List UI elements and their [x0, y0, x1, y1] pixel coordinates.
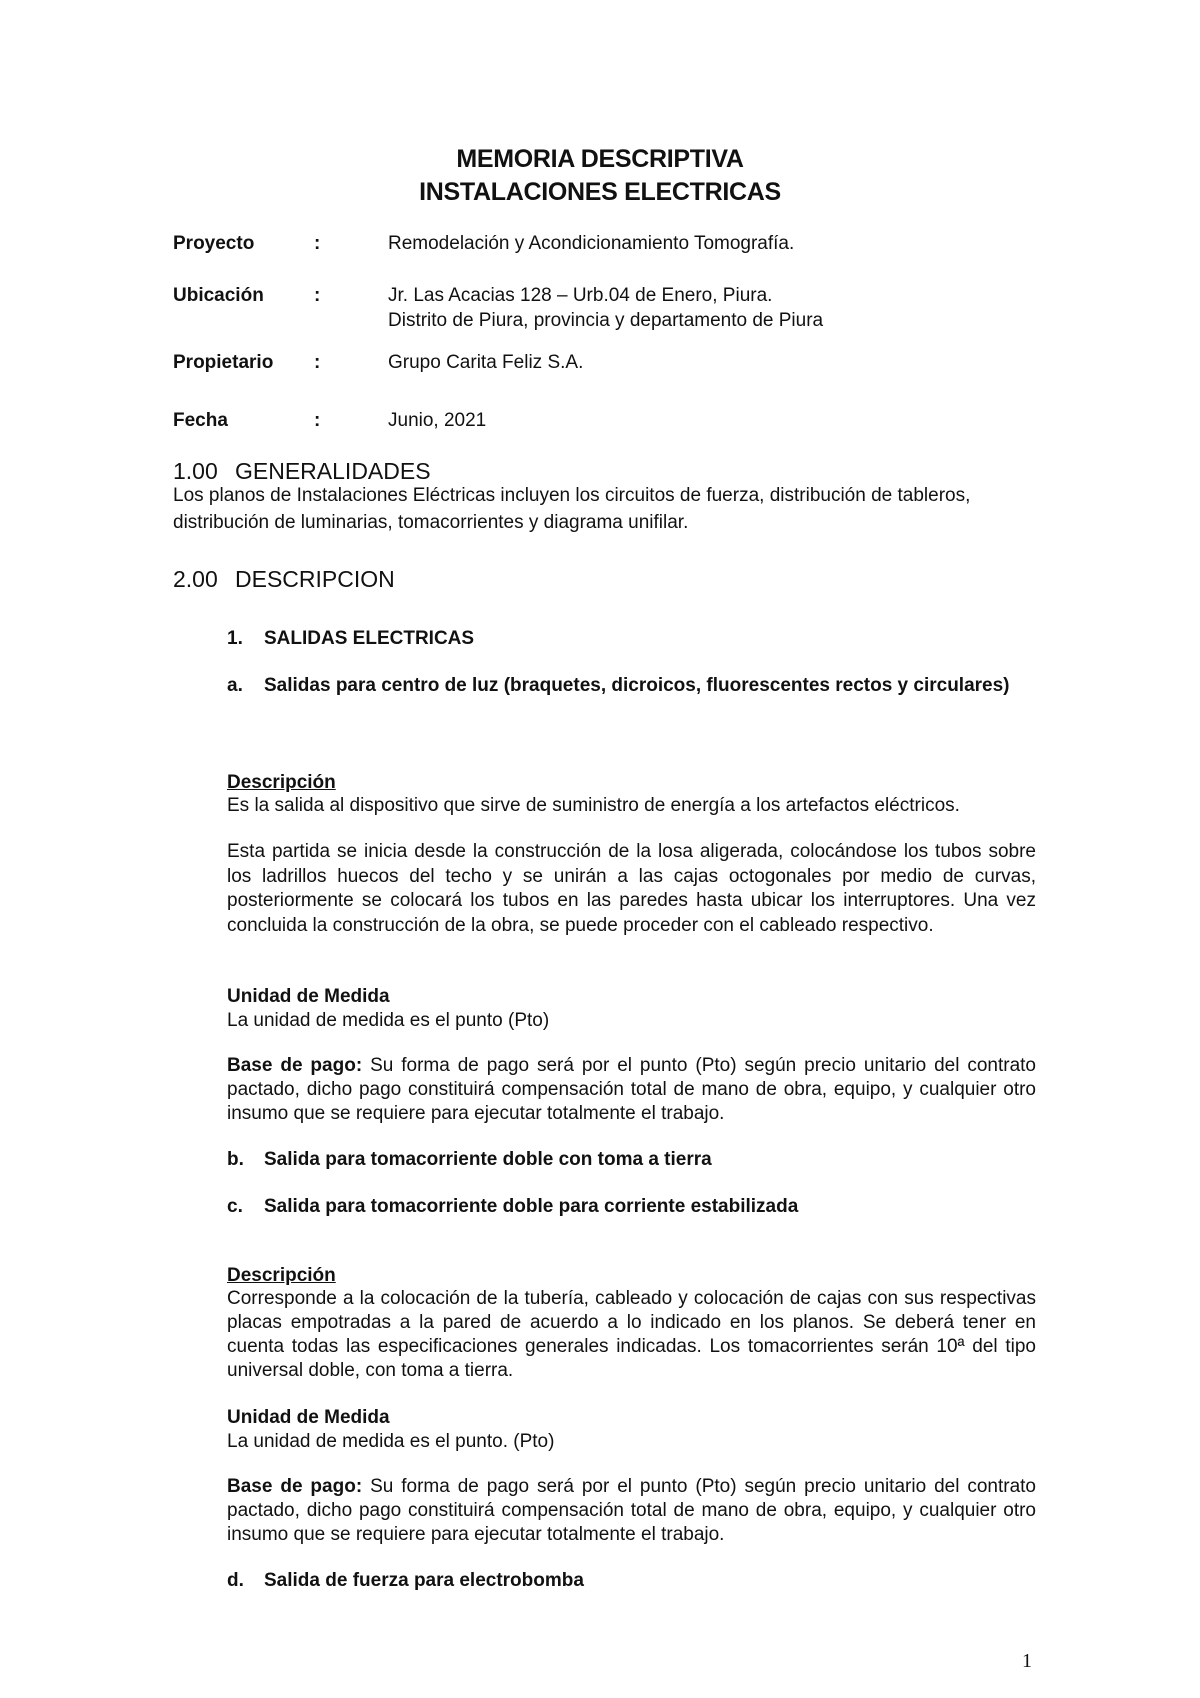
info-value-fecha: Junio, 2021 — [388, 410, 487, 431]
section-number: 1.00 — [173, 458, 218, 484]
base-pago-label: Base de pago: — [227, 1055, 363, 1076]
section-heading-descripcion — [173, 566, 395, 593]
subsection-title: SALIDAS ELECTRICAS — [264, 628, 475, 649]
descripcion-text-c: Corresponde a la colocación de la tubería, cableado y colocación de cajas con sus respectivas placas empotradas a la pared de acuerdo a lo indicado en los planos. Se deberá tener en cuenta todas las especificaciones generales indicadas. Los tomacorrientes serán 10ª del tipo universal doble, con toma a tierra. — [227, 1288, 1036, 1381]
list-marker: d. — [227, 1570, 244, 1591]
descripcion-heading-a: Descripción — [227, 772, 336, 793]
page-number: 1 — [1022, 1650, 1032, 1672]
paragraph-losa: Esta partida se inicia desde la construcción de la losa aligerada, colocándose los tubos sobre los ladrillos huecos del techo y se unirán a las cajas octogonales por medio de curvas, posteriormente se colocará los tubos en las paredes hasta ubicar los interruptores. Una vez concluida la construcción de la obra, se puede proceder con el cableado respectivo. — [227, 841, 1036, 936]
info-colon: : — [314, 285, 321, 306]
item-heading-d — [227, 1570, 584, 1592]
item-heading-c — [227, 1196, 798, 1218]
subsection-heading-salidas — [227, 628, 474, 650]
base-pago-c — [227, 1475, 1036, 1547]
item-heading-a — [227, 673, 1036, 699]
generalidades-line1: Los planos de Instalaciones Eléctricas incluyen los circuitos de fuerza, distribución de tableros, — [173, 485, 971, 506]
base-pago-text: Su forma de pago será por el punto (Pto) según precio unitario del contrato pactado, dicho pago constituirá compensación total de mano de obra, equipo, y cualquier otro insumo que se requiere para ejecutar totalmente el trabajo. — [227, 1476, 1036, 1545]
info-colon: : — [314, 352, 321, 373]
descripcion-text-a: Es la salida al dispositivo que sirve de suministro de energía a los artefactos eléctricos. — [227, 795, 960, 816]
item-title: Salida para tomacorriente doble con toma a tierra — [264, 1149, 712, 1170]
info-colon: : — [314, 410, 321, 431]
base-pago-a — [227, 1054, 1036, 1126]
document-title: MEMORIA DESCRIPTIVA — [456, 145, 744, 173]
section-heading-generalidades — [173, 458, 431, 485]
info-value-ubicacion — [388, 283, 823, 333]
info-value-propietario: Grupo Carita Feliz S.A. — [388, 352, 584, 373]
info-value-proyecto: Remodelación y Acondicionamiento Tomografía. — [388, 233, 795, 254]
info-label-fecha: Fecha — [173, 410, 228, 431]
unidad-text-a: La unidad de medida es el punto (Pto) — [227, 1010, 550, 1031]
info-label-proyecto: Proyecto — [173, 233, 255, 254]
list-marker: a. — [227, 675, 243, 696]
descripcion-heading-c: Descripción — [227, 1265, 336, 1286]
item-title: Salida para tomacorriente doble para corriente estabilizada — [264, 1196, 799, 1217]
unidad-heading-c: Unidad de Medida — [227, 1407, 390, 1428]
info-value-ubicacion-line1: Jr. Las Acacias 128 – Urb.04 de Enero, Piura. — [388, 285, 773, 306]
list-marker: c. — [227, 1196, 243, 1217]
item-heading-b — [227, 1149, 712, 1171]
list-marker: 1. — [227, 628, 243, 649]
base-pago-label: Base de pago: — [227, 1476, 363, 1497]
info-value-ubicacion-line2: Distrito de Piura, provincia y departamento de Piura — [388, 310, 824, 331]
section-number: 2.00 — [173, 566, 218, 592]
document-subtitle: INSTALACIONES ELECTRICAS — [419, 178, 781, 206]
info-label-propietario: Propietario — [173, 352, 274, 373]
list-marker: b. — [227, 1149, 244, 1170]
info-label-ubicacion: Ubicación — [173, 285, 264, 306]
base-pago-text: Su forma de pago será por el punto (Pto) según precio unitario del contrato pactado, dicho pago constituirá compensación total de mano de obra, equipo, y cualquier otro insumo que se requiere para ejecutar totalmente el trabajo. — [227, 1055, 1036, 1124]
section-title: GENERALIDADES — [235, 458, 431, 484]
generalidades-line2: distribución de luminarias, tomacorrientes y diagrama unifilar. — [173, 512, 689, 533]
info-colon: : — [314, 233, 321, 254]
unidad-text-c: La unidad de medida es el punto. (Pto) — [227, 1431, 555, 1452]
item-title: Salida de fuerza para electrobomba — [264, 1570, 584, 1591]
unidad-heading-a: Unidad de Medida — [227, 986, 390, 1007]
section-title: DESCRIPCION — [235, 566, 395, 592]
item-title: Salidas para centro de luz (braquetes, dicroicos, fluorescentes rectos y circulares) — [264, 675, 1010, 696]
